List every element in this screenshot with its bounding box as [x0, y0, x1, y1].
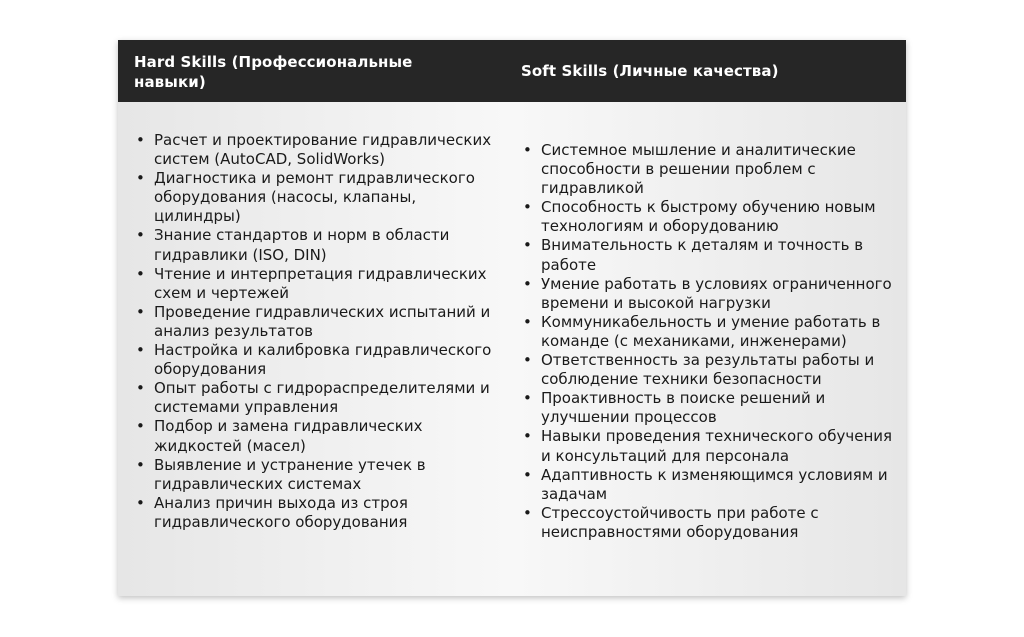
bullet-icon: •: [523, 198, 532, 217]
bullet-icon: •: [136, 493, 145, 512]
soft-skill-text: Коммуникабельность и умение работать в команде (с механиками, инженерами): [541, 312, 881, 350]
list-item: [523, 504, 895, 542]
bullet-icon: •: [136, 417, 145, 436]
bullet-icon: •: [136, 455, 145, 474]
soft-skill-text: Способность к быстрому обучению новым технологиям и оборудованию: [541, 198, 876, 236]
soft-skill-text: Ответственность за результаты работы и соблюдение техники безопасности: [541, 351, 875, 389]
soft-skill-text: Навыки проведения технического обучения и консультаций для персонала: [541, 427, 893, 465]
bullet-icon: •: [136, 302, 145, 321]
bullet-icon: •: [136, 131, 145, 149]
list-item: [136, 341, 496, 379]
bullet-icon: •: [136, 379, 145, 398]
hard-skills-list: [136, 131, 496, 532]
hard-skill-text: Опыт работы с гидрораспределителями и системами управления: [154, 379, 490, 417]
list-item: [136, 169, 496, 226]
bullet-icon: •: [523, 236, 532, 255]
hard-skill-text: Чтение и интерпретация гидравлических схем и чертежей: [154, 264, 487, 302]
list-item: [523, 389, 895, 427]
table-header: [118, 40, 906, 102]
list-item: [523, 141, 895, 198]
hard-skill-text: Настройка и калибровка гидравлического оборудования: [154, 341, 492, 379]
soft-skill-text: Адаптивность к изменяющимся условиям и задачам: [541, 465, 888, 503]
bullet-icon: •: [136, 169, 145, 188]
list-item: [136, 265, 496, 303]
list-item: [523, 427, 895, 465]
list-item: [136, 131, 496, 169]
bullet-icon: •: [136, 226, 145, 245]
list-item: [523, 275, 895, 313]
list-item: [136, 226, 496, 264]
list-item: [136, 494, 496, 532]
soft-skills-heading: Soft Skills (Личные качества): [521, 62, 779, 80]
soft-skill-text: Умение работать в условиях ограниченного времени и высокой нагрузки: [541, 274, 892, 312]
list-item: [523, 466, 895, 504]
list-item: [136, 417, 496, 455]
list-item: [136, 303, 496, 341]
hard-skill-text: Знание стандартов и норм в области гидравлики (ISO, DIN): [154, 226, 450, 264]
hard-skill-text: Выявление и устранение утечек в гидравлических системах: [154, 455, 426, 493]
bullet-icon: •: [523, 312, 532, 331]
bullet-icon: •: [523, 389, 532, 408]
bullet-icon: •: [136, 341, 145, 360]
soft-skill-text: Стрессоустойчивость при работе с неисправностями оборудования: [541, 503, 819, 541]
list-item: [523, 198, 895, 236]
list-item: [136, 456, 496, 494]
soft-skill-text: Системное мышление и аналитические способности в решении проблем с гидравликой: [541, 141, 856, 198]
hard-skill-text: Диагностика и ремонт гидравлического оборудования (насосы, клапаны, цилиндры): [154, 169, 475, 226]
list-item: [136, 379, 496, 417]
bullet-icon: •: [523, 351, 532, 370]
bullet-icon: •: [136, 264, 145, 283]
list-item: [523, 313, 895, 351]
hard-skill-text: Подбор и замена гидравлических жидкостей (масел): [154, 417, 423, 455]
soft-skills-list: [523, 141, 895, 542]
bullet-icon: •: [523, 274, 532, 293]
skills-table: [118, 40, 906, 596]
bullet-icon: •: [523, 503, 532, 522]
list-item: [523, 236, 895, 274]
list-item: [523, 351, 895, 389]
bullet-icon: •: [523, 141, 532, 159]
hard-skill-text: Проведение гидравлических испытаний и анализ результатов: [154, 302, 491, 340]
hard-skill-text: Расчет и проектирование гидравлических систем (AutoCAD, SolidWorks): [154, 131, 492, 169]
bullet-icon: •: [523, 427, 532, 446]
hard-skill-text: Анализ причин выхода из строя гидравлического оборудования: [154, 493, 408, 531]
soft-skill-text: Проактивность в поиске решений и улучшении процессов: [541, 389, 826, 427]
soft-skill-text: Внимательность к деталям и точность в работе: [541, 236, 864, 274]
hard-skills-heading: Hard Skills (Профессиональные навыки): [134, 53, 413, 91]
bullet-icon: •: [523, 465, 532, 484]
